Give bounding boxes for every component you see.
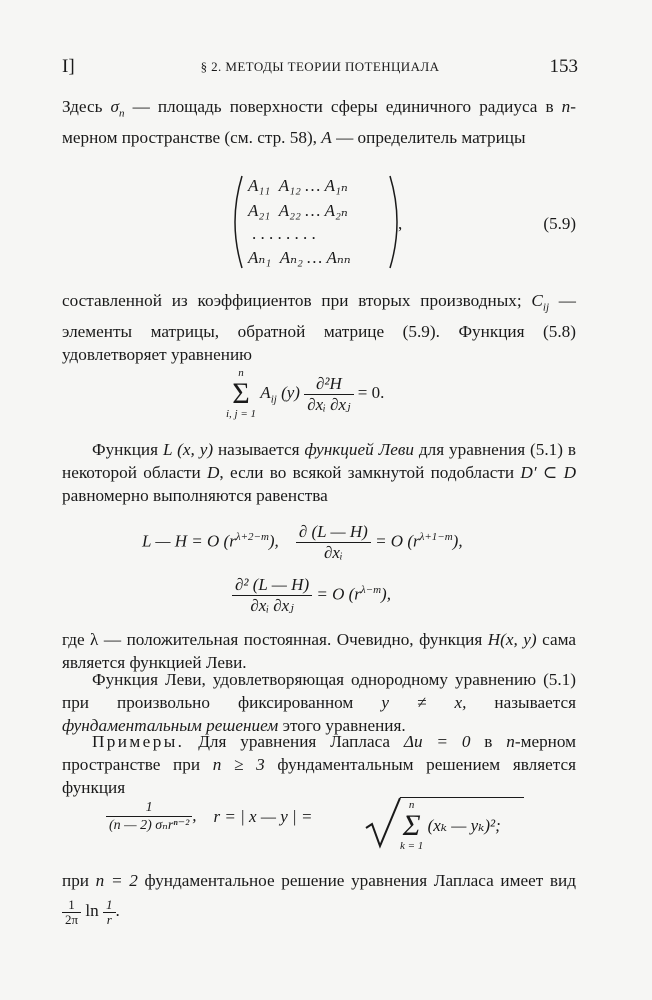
equation-fundamental: $\frac{1}{\text{(n — 2) σₙrⁿ⁻²}}$ , r = | x — y | = [106, 800, 312, 834]
page-header [62, 56, 578, 80]
matrix-comma: , [398, 214, 403, 233]
matrix-row-2: A₂₁ A₂₂ … A₂ₙ [248, 201, 348, 220]
radicand: n Σ k = 1 (xₖ — yₖ)²; [400, 799, 501, 852]
paragraph-levi-definition: Функция L (x, y) называется функцией Леви для уравнения (5.1) в некоторой области D, если во всякой замкнутой подобласти D′ ⊂ D равномерно выполняются равенства [62, 440, 576, 506]
paragraph-fundamental-solution: Функция Леви, удовлетворяющая однородному уравнению (5.1) при произвольно фиксированном y ≠ x, называется фундаментальным решением этого уравнения. [62, 670, 576, 736]
sum-fraction: $\frac{\text{∂²H}}{\text{∂xᵢ ∂xⱼ}}$ [304, 374, 353, 415]
radical-bar [400, 797, 524, 798]
equation-levi-2: $\frac{\text{∂² (L — H)}}{\text{∂xᵢ ∂xⱼ}}$ = O $(r^{\lambda-m})$, [232, 575, 391, 616]
fundamental-fraction: $\frac{1}{\text{(n — 2) σₙrⁿ⁻²}}$ [106, 800, 192, 834]
square-root-sign [364, 794, 404, 850]
paragraph-two-dimensional: при n = 2 фундаментальное решение уравнения Лапласа имеет вид $\frac{1}{2\pi}$ ln $\frac{1}{r}$ . [62, 871, 576, 927]
paragraph-examples: Примеры. Для уравнения Лапласа Δu = 0 в n-мерном пространстве при n ≥ 3 фундаментальным решением является функция [62, 732, 577, 798]
sum-symbol-2: n Σ k = 1 [400, 799, 424, 852]
sum-symbol: n Σ i, j = 1 [226, 367, 257, 420]
equation-levi-1: L — H = O $(r^{\lambda+2-m})$, $\frac{\partial (L — H)}{\text{∂xᵢ}}$ = O $(r^{\lambda+1-m})$, [142, 522, 463, 562]
paragraph-coefficients: составленной из коэффициентов при вторых производных; $C_{ij}$ — элементы матрицы, обратной матрице (5.9). Функция (5.8) удовлетворяет уравнению [62, 291, 576, 364]
matrix-row-dots: . . . . . . . . [252, 224, 316, 243]
equation-sum: n Σ i, j = 1 $A_{ij}$ (y) $\frac{\text{∂²H}}{\text{∂xᵢ ∂xⱼ}}$ = 0. [226, 367, 385, 420]
running-title: § 2. МЕТОДЫ ТЕОРИИ ПОТЕНЦИАЛА [200, 59, 440, 74]
matrix-row-n: Aₙ₁ Aₙ₂ … Aₙₙ [248, 248, 351, 267]
paragraph-intro: Здесь $\sigma_n$ — площадь поверхности сферы единичного радиуса в n-мерном пространстве (см. стр. 58), A — определитель матрицы [62, 97, 576, 147]
derivative-fraction-1: $\frac{\partial (L — H)}{\text{∂xᵢ}}$ [296, 522, 371, 563]
equation-number-5-9: (5.9) [543, 214, 576, 233]
paragraph-lambda: где λ — положительная постоянная. Очевидно, функция H(x, y) сама является функцией Леви. [62, 630, 577, 673]
page-number: 153 [549, 56, 578, 77]
fraction-one-over-two-pi: $\frac{1}{2\pi}$ [62, 898, 81, 927]
fraction-one-over-r: $\frac{1}{r}$ [103, 898, 116, 927]
matrix-row-1: A₁₁ A₁₂ … A₁ₙ [248, 176, 348, 195]
chapter-marker: I] [62, 56, 75, 77]
derivative-fraction-2: $\frac{\text{∂² (L — H)}}{\text{∂xᵢ ∂xⱼ}}$ [232, 575, 312, 616]
